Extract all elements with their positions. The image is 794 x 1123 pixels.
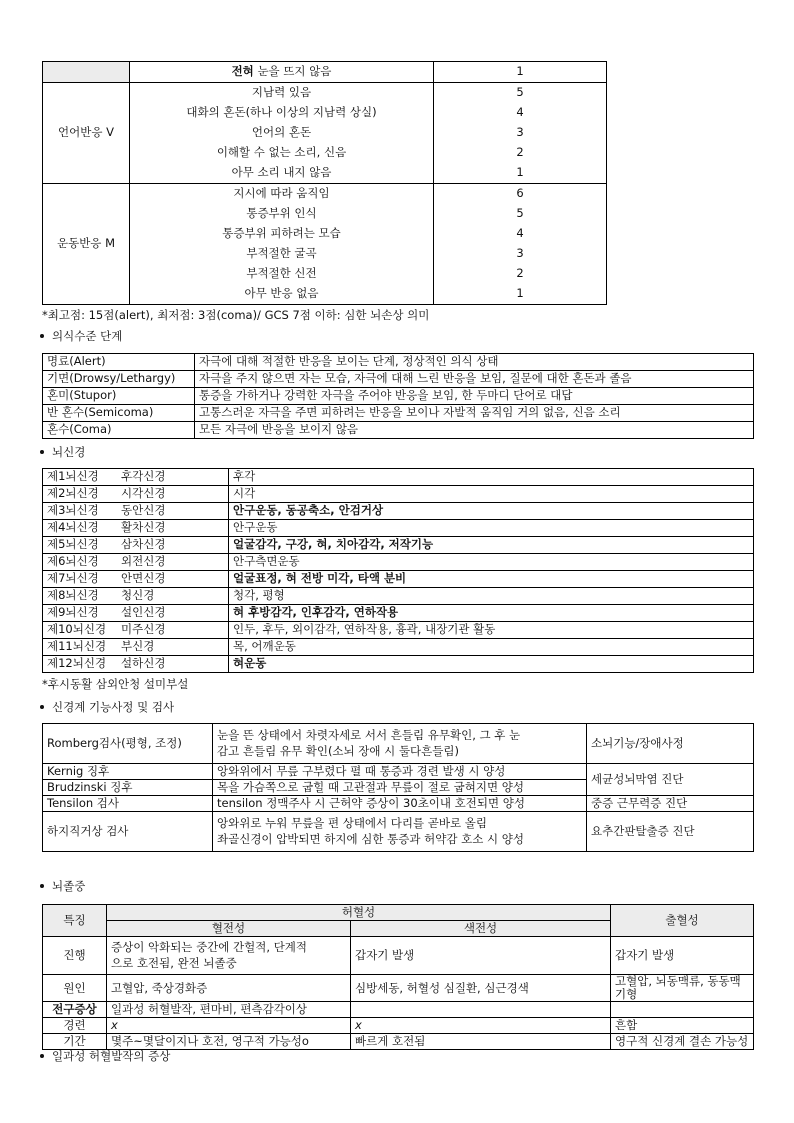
- level-cell: 혼수(Coma): [43, 422, 195, 439]
- gcs-desc: 통증부위 인식: [130, 204, 434, 224]
- gcs-score: 5: [434, 83, 607, 104]
- desc-cell: 통증을 가하거나 강력한 자극을 주어야 반응을 보임, 한 두마디 단어로 대답: [195, 388, 754, 405]
- gcs-desc: 지시에 따라 움직임: [130, 184, 434, 205]
- bullet-icon: [40, 450, 44, 454]
- level-cell: 혼미(Stupor): [43, 388, 195, 405]
- level-cell: 반 혼수(Semicoma): [43, 405, 195, 422]
- gcs-eye-label-cell: [43, 62, 130, 83]
- gcs-score: 1: [434, 284, 607, 305]
- desc-cell: 모든 자극에 반응을 보이지 않음: [195, 422, 754, 439]
- bullet-icon: [40, 705, 44, 709]
- neuro-exam-table: Romberg검사(평형, 조정) 눈을 뜬 상태에서 차렷자세로 서서 흔들림 유무확인, 그 후 눈 감고 흔들림 유무 확인(소뇌 장애 시 둘다흔들림) 소뇌기능/장애사정 Kernig 징후 앙와위에서 무릎 구부렸다 펼 때 통증과 경련 발생 시 양성 세균성뇌막염 진단 Brudzinski 징후 목을 가슴쪽으로 굽힐 때 고관절과 무릎이 절로 굽혀지면 양성 Tensilon 검사 tensilon 정맥주사 시 근허약 증상이 30초이내 호전되면 양성 중증 근무력증 진단 하지직거상 검사 앙와위로 누워 무릎을 편 상태에서 다리를 곧바로 올림 좌골신경이 압박되면 하지에 심한 통증과 허약감 호소 시 양성 요추간판탈출증 진단: [42, 723, 754, 852]
- gcs-score: 5: [434, 204, 607, 224]
- gcs-desc: 아무 소리 내지 않음: [130, 163, 434, 184]
- stroke-table: 특징 허혈성 출혈성 혈전성 색전성 진행 증상이 악화되는 중간에 간헐적, 단계적 으로 호전됨, 완전 뇌졸중 갑자기 발생 갑자기 발생 원인 고혈압, 죽상경화증 심방세동, 허혈성 심질환, 심근경색 고혈압, 뇌동맥류, 동동맥기형 전구증상 일과성 허혈발작, 편마비, 편측감각이상 경련 x x 흔함 기간 몇주~몇달이지나 호전, 영구적 가능성o 빠르게 호전됨 영구적 신경계 결손 가능성: [42, 904, 754, 1050]
- gcs-score: 4: [434, 224, 607, 244]
- table-row: [43, 62, 607, 83]
- desc-cell: 자극에 대해 적절한 반응을 보이는 단계, 정상적인 의식 상태: [195, 354, 754, 371]
- bullet-icon: [40, 884, 44, 888]
- desc-cell: 자극을 주지 않으면 자는 모습, 자극에 대해 느린 반응을 보임, 질문에 대한 혼돈과 졸음: [195, 371, 754, 388]
- gcs-score: 4: [434, 103, 607, 123]
- level-cell: 명료(Alert): [43, 354, 195, 371]
- gcs-score: 2: [434, 143, 607, 163]
- bullet-icon: [40, 334, 44, 338]
- gcs-note: *최고점: 15점(alert), 최저점: 3점(coma)/ GCS 7점 이하: 심한 뇌손상 의미: [42, 308, 430, 322]
- gcs-category-label: 운동반응 M: [43, 184, 130, 305]
- gcs-desc: 통증부위 피하려는 모습: [130, 224, 434, 244]
- gcs-score: 6: [434, 184, 607, 205]
- cranial-nerve-table: 제1뇌신경 후각신경 후각 제2뇌신경 시각신경 시각 제3뇌신경 동안신경 안구운동, 동공축소, 안검거상 제4뇌신경 활차신경 안구운동 제5뇌신경 삼차신경 얼굴감각, 구강, 혀, 치아감각, 저작기능 제6뇌신경 외전신경 안구측면운동 제7뇌신경 안면신경 얼굴표정, 혀 전방 미각, 타액 분비 제8뇌신경 청신경 청각, 평형 제9뇌신경 설인신경 혀 후방감각, 인후감각, 연하작용 제10뇌신경 미주신경 인두, 후두, 외이감각, 연하작용, 흉곽, 내장기관 활동 제11뇌신경 부신경 목, 어깨운동 제12뇌신경 설하신경 혀운동: [42, 468, 754, 673]
- cranial-note: *후시동활 삼외안청 설미부설: [42, 677, 189, 691]
- consciousness-table: [42, 353, 754, 439]
- desc-cell: 고통스러운 자극을 주면 피하려는 반응을 보이나 자발적 움직임 거의 없음, 신음 소리: [195, 405, 754, 422]
- gcs-desc: 언어의 혼돈: [130, 123, 434, 143]
- gcs-category-label: 언어반응 V: [43, 83, 130, 184]
- gcs-score: 3: [434, 123, 607, 143]
- section-heading: 의식수준 단계: [38, 328, 122, 344]
- section-heading: 일과성 허혈발작의 증상: [38, 1048, 170, 1064]
- gcs-desc: 아무 반응 없음: [130, 284, 434, 305]
- section-heading: 뇌졸중: [38, 878, 85, 894]
- gcs-score: 1: [434, 62, 607, 83]
- section-heading: 뇌신경: [38, 444, 85, 460]
- gcs-desc: 지남력 있음: [130, 83, 434, 104]
- gcs-score: 3: [434, 244, 607, 264]
- gcs-score: 2: [434, 264, 607, 284]
- bullet-icon: [40, 1054, 44, 1058]
- level-cell: 기면(Drowsy/Lethargy): [43, 371, 195, 388]
- gcs-desc: 전혀 눈을 뜨지 않음: [130, 62, 434, 83]
- gcs-desc: 부적절한 신전: [130, 264, 434, 284]
- section-heading: 신경계 기능사정 및 검사: [38, 699, 174, 715]
- gcs-desc: 대화의 혼돈(하나 이상의 지남력 상실): [130, 103, 434, 123]
- gcs-desc: 이해할 수 없는 소리, 신음: [130, 143, 434, 163]
- gcs-table: [42, 61, 607, 305]
- gcs-score: 1: [434, 163, 607, 184]
- gcs-desc: 부적절한 굴곡: [130, 244, 434, 264]
